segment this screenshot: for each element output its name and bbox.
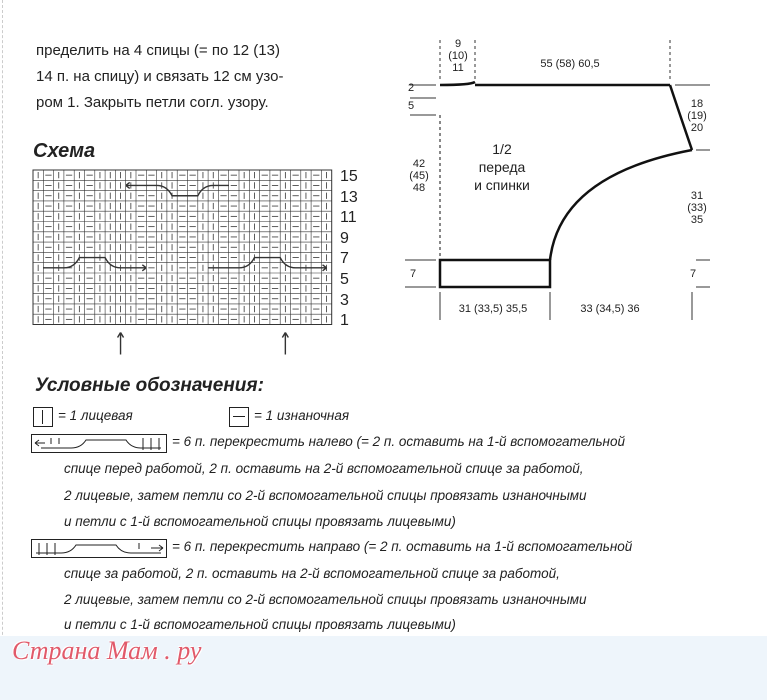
dim-top-left: 9 (10) 11	[448, 38, 468, 74]
dim-left-height: 42 (45) 48	[409, 158, 429, 194]
row-number: 13	[340, 188, 358, 206]
legend-left-cross-cont: и петли с 1-й вспомогательной спицы провязать лицевыми)	[64, 514, 456, 529]
knit-symbol	[33, 407, 53, 427]
hem-band	[440, 260, 550, 287]
legend-left-cross-cont: 2 лицевые, затем петли со 2-й вспомогательной спицы провязать изнаночными	[64, 488, 587, 503]
dim-neck-bottom: 5	[407, 100, 415, 112]
knitting-chart	[32, 165, 334, 375]
legend-right-cross-cont: и петли с 1-й вспомогательной спицы провязать лицевыми)	[64, 617, 456, 632]
dim-neck-top: 2	[407, 82, 415, 94]
dim-bottom-right: 33 (34,5) 36	[580, 303, 640, 315]
row-number: 7	[340, 250, 349, 268]
neckline-curve	[440, 82, 475, 85]
legend-left-cross: = 6 п. перекрестить налево (= 2 п. оставить на 1-й вспомогательной	[172, 434, 625, 449]
intro-text	[36, 38, 396, 116]
watermark-text: Страна Мам . ру	[12, 636, 202, 665]
page-border	[2, 0, 4, 700]
dim-right-bottom: 7	[689, 268, 697, 280]
schema-title: Схема	[33, 140, 96, 162]
garment-diagram	[400, 30, 740, 330]
legend-knit: = 1 лицевая	[58, 408, 133, 423]
dim-right-top: 18 (19) 20	[687, 98, 707, 134]
legend-right-cross: = 6 п. перекрестить направо (= 2 п. оставить на 1-й вспомогательной	[172, 539, 633, 554]
row-number: 11	[340, 209, 357, 227]
center-label: 1/2 переда и спинки	[474, 141, 530, 193]
legend-purl: = 1 изнаночная	[254, 408, 350, 423]
intro-line: пределить на 4 спицы (= по 12 (13)	[36, 42, 280, 59]
legend-title: Условные обозначения:	[35, 375, 264, 396]
legend-right-cross-cont: спице за работой, 2 п. оставить на 2-й вспомогательной спице за работой,	[64, 566, 560, 581]
row-number: 1	[340, 312, 349, 330]
legend-left-cross-cont: спице перед работой, 2 п. оставить на 2-й вспомогательной спице за работой,	[64, 461, 584, 476]
sleeve-curve	[550, 150, 692, 260]
dim-top-width: 55 (58) 60,5	[540, 58, 600, 70]
legend-right-cross-cont: 2 лицевые, затем петли со 2-й вспомогательной спицы провязать изнаночными	[64, 592, 587, 607]
watermark-bar	[0, 636, 767, 700]
dim-bottom-left: 31 (33,5) 35,5	[458, 303, 528, 315]
intro-line: ром 1. Закрыть петли согл. узору.	[36, 94, 269, 111]
purl-symbol	[229, 407, 249, 427]
dim-right-middle: 31 (33) 35	[687, 190, 707, 226]
row-number: 3	[340, 291, 349, 309]
row-number: 9	[340, 229, 349, 247]
left-cross-symbol	[31, 432, 167, 454]
intro-line: 14 п. на спицу) и связать 12 см узо-	[36, 68, 284, 85]
dim-left-bottom: 7	[409, 268, 417, 280]
row-number: 15	[340, 168, 358, 185]
row-number: 5	[340, 271, 349, 288]
right-cross-symbol	[31, 537, 167, 559]
